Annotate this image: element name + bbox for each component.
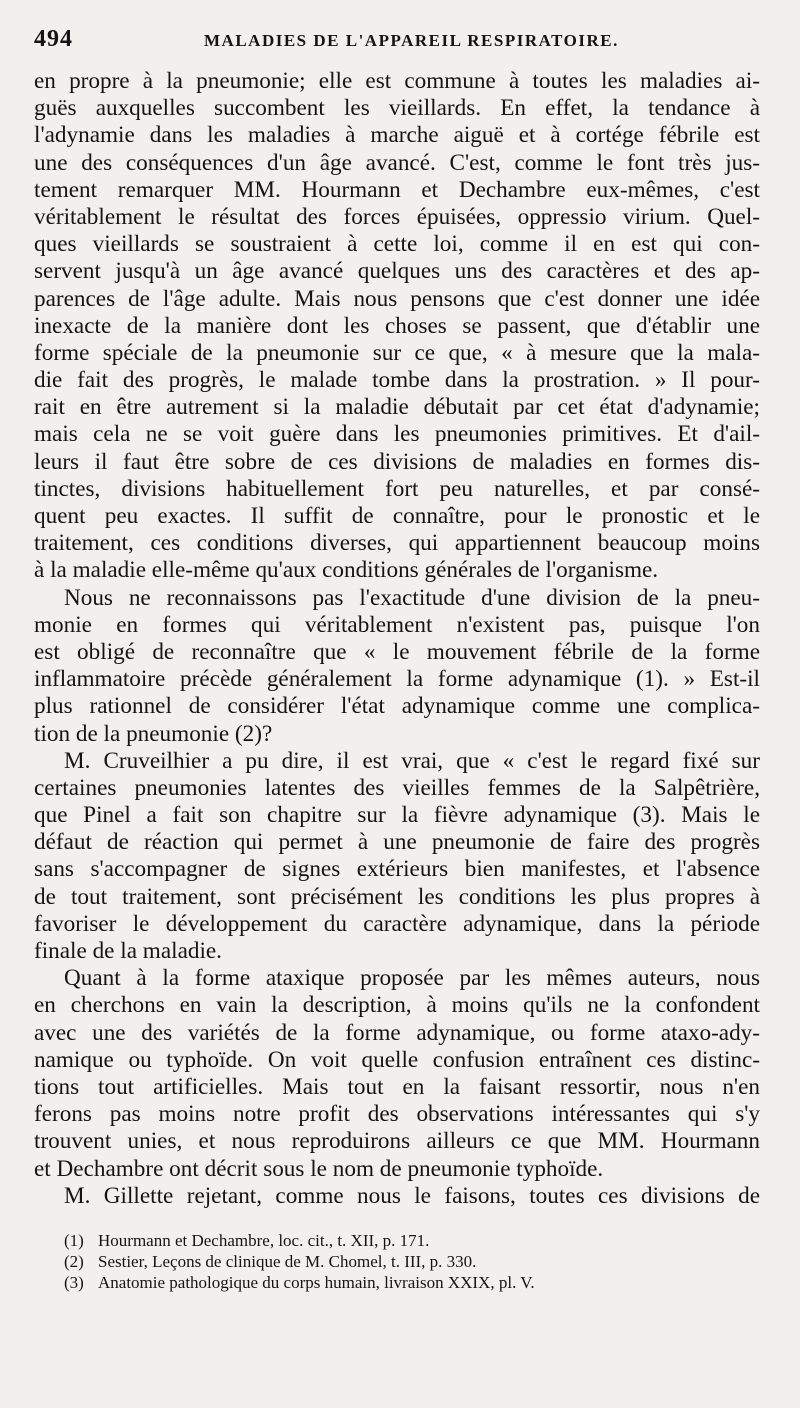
footnote-text: Sestier, Leçons de clinique de M. Chomel, t. III, p. 330.: [98, 1251, 477, 1271]
text-line: leurs il faut être sobre de ces divisions de maladies en formes dis-: [34, 448, 760, 475]
text-line: certaines pneumonies latentes des vieilles femmes de la Salpêtrière,: [34, 774, 760, 801]
text-line: M. Gillette rejetant, comme nous le faisons, toutes ces divisions de: [64, 1182, 760, 1209]
page-number: 494: [34, 26, 73, 52]
text-line: plus rationnel de considérer l'état adynamique comme une complica-: [34, 693, 760, 720]
text-line: une des conséquences d'un âge avancé. C'est, comme le font très jus-: [34, 149, 760, 176]
page-header: [34, 26, 760, 56]
footnotes: [34, 1230, 760, 1293]
text-line: M. Cruveilhier a pu dire, il est vrai, que « c'est le regard fixé sur: [64, 747, 760, 774]
text-line: rait en être autrement si la maladie débutait par cet état d'adynamie;: [34, 394, 760, 421]
text-line: Quant à la forme ataxique proposée par les mêmes auteurs, nous: [64, 965, 760, 992]
running-head: MALADIES DE L'APPAREIL RESPIRATOIRE.: [204, 31, 619, 50]
text-line: tinctes, divisions habituellement fort peu naturelles, et par consé-: [34, 475, 760, 502]
text-line: véritablement le résultat des forces épuisées, oppressio virium. Quel-: [34, 203, 760, 230]
text-line: traitement, ces conditions diverses, qui appartiennent beaucoup moins: [34, 530, 760, 557]
text-line: mais cela ne se voit guère dans les pneumonies primitives. Et d'ail-: [34, 421, 760, 448]
text-line: ques vieillards se soustraient à cette loi, comme il en est qui con-: [34, 231, 760, 258]
text-line: trouvent unies, et nous reproduirons ailleurs ce que MM. Hourmann: [34, 1128, 760, 1155]
footnote: [64, 1251, 760, 1272]
text-line: servent jusqu'à un âge avancé quelques uns des caractères et des ap-: [34, 258, 760, 285]
footnote: [64, 1230, 760, 1251]
text-line: inflammatoire précède généralement la forme adynamique (1). » Est-il: [34, 666, 760, 693]
footnote-text: Hourmann et Dechambre, loc. cit., t. XII, p. 171.: [98, 1230, 430, 1250]
text-line: et Dechambre ont décrit sous le nom de pneumonie typhoïde.: [34, 1155, 604, 1182]
footnote: [64, 1272, 760, 1293]
text-line: favoriser le développement du caractère adynamique, dans la période: [34, 910, 760, 937]
text-line: l'adynamie dans les maladies à marche aiguë et à cortége fébrile est: [34, 122, 760, 149]
footnote-number: (2): [64, 1251, 84, 1271]
text-line: tion de la pneumonie (2)?: [34, 720, 273, 747]
text-line: ferons pas moins notre profit des observations intéressantes qui s'y: [34, 1101, 760, 1128]
text-line: que Pinel a fait son chapitre sur la fièvre adynamique (3). Mais le: [34, 802, 760, 829]
text-line: parences de l'âge adulte. Mais nous pensons que c'est donner une idée: [34, 285, 760, 312]
text-line: défaut de réaction qui permet à une pneumonie de faire des progrès: [34, 829, 760, 856]
text-line: est obligé de reconnaître que « le mouvement fébrile de la forme: [34, 638, 760, 665]
text-line: quent peu exactes. Il suffit de connaître, pour le pronostic et le: [34, 503, 760, 529]
footnote-number: (3): [64, 1272, 84, 1292]
text-line: forme spéciale de la pneumonie sur ce que, « à mesure que la mala-: [34, 339, 760, 366]
text-line: de tout traitement, sont précisément les conditions les plus propres à: [34, 883, 760, 910]
text-line: namique ou typhoïde. On voit quelle confusion entraînent ces distinc-: [34, 1046, 760, 1073]
text-line: die fait des progrès, le malade tombe dans la prostration. » Il pour-: [34, 367, 760, 394]
text-line: tions tout artificielles. Mais tout en la faisant ressortir, nous n'en: [34, 1073, 760, 1100]
footnote-number: (1): [64, 1230, 84, 1250]
text-line: guës auxquelles succombent les vieillards. En effet, la tendance à: [34, 95, 760, 122]
text-line: avec une des variétés de la forme adynamique, ou forme ataxo-ady-: [34, 1019, 760, 1046]
text-line: en propre à la pneumonie; elle est commune à toutes les maladies ai-: [34, 68, 760, 94]
text-line: Nous ne reconnaissons pas l'exactitude d'une division de la pneu-: [64, 584, 760, 611]
body-text: [34, 68, 760, 1210]
text-line: inexacte de la manière dont les choses se passent, que d'établir une: [34, 312, 760, 339]
text-line: finale de la maladie.: [34, 938, 222, 964]
text-line: tement remarquer MM. Hourmann et Dechambre eux-mêmes, c'est: [34, 176, 760, 203]
footnote-text: Anatomie pathologique du corps humain, livraison XXIX, pl. V.: [98, 1272, 535, 1292]
text-line: à la maladie elle-même qu'aux conditions générales de l'organisme.: [34, 557, 659, 584]
text-line: monie en formes qui véritablement n'existent pas, puisque l'on: [34, 611, 760, 638]
text-line: sans s'accompagner de signes extérieurs bien manifestes, et l'absence: [34, 856, 760, 883]
text-line: en cherchons en vain la description, à moins qu'ils ne la confondent: [34, 992, 760, 1019]
